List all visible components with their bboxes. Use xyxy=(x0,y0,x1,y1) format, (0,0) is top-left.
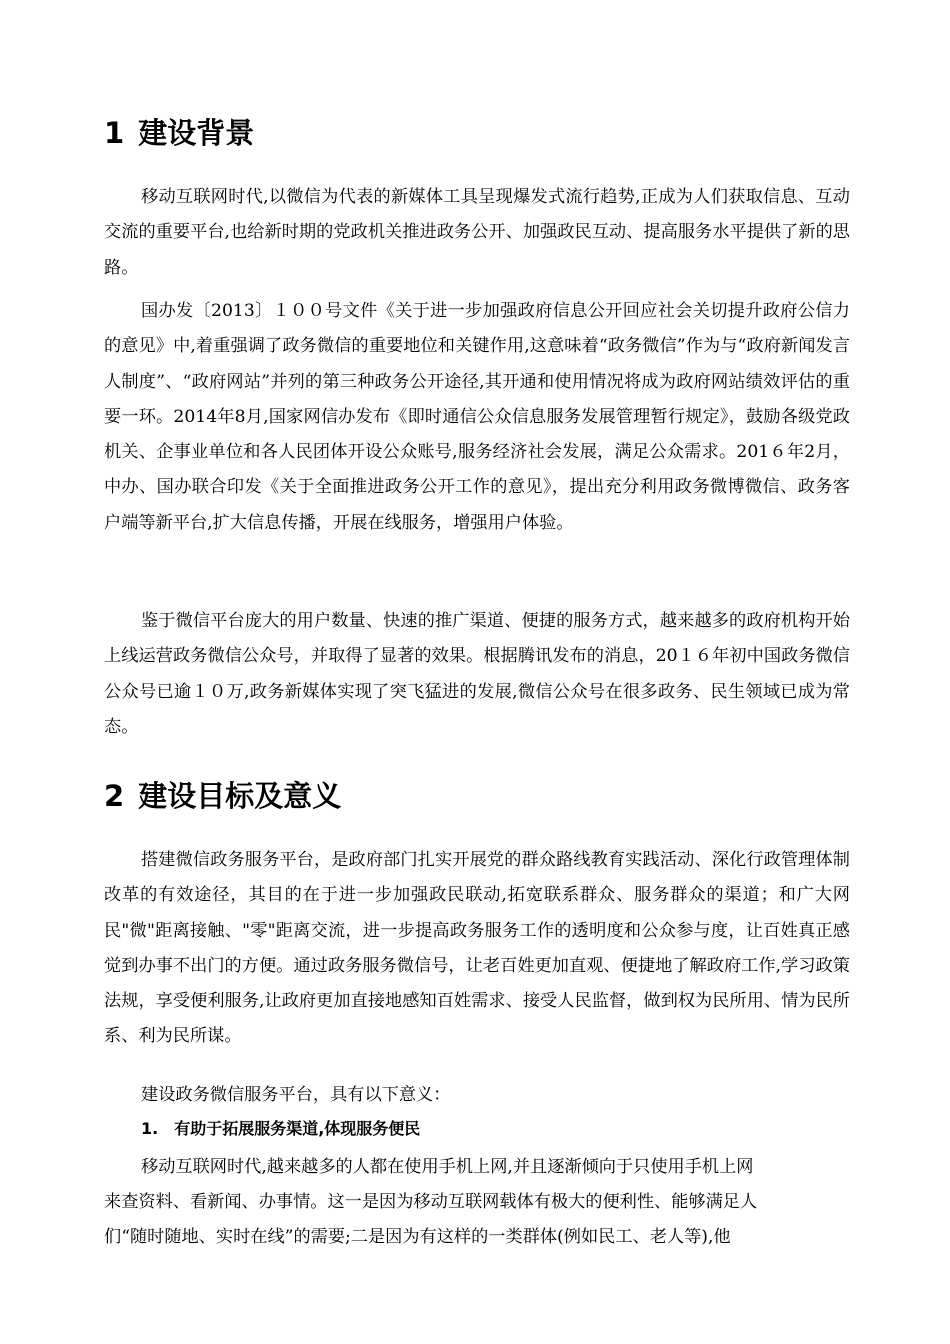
section-2-paragraph-2: 建设政务微信服务平台，具有以下意义： xyxy=(141,1085,451,1105)
section-2-heading xyxy=(104,778,341,814)
section-1-paragraph-2: 国办发〔2013〕１００号文件《关于进一步加强政府信息公开回应社会关切提升政府公信力的意见》中,着重强调了政务微信的重要地位和关键作用,这意味着“政务微信”作为与“政府新闻发言人制度”、“政府网站”并列的第三种政务公开途径,其开通和使用情况将成为政府网站绩效评估的重要一环。2014年8月,国家网信办发布《即时通信公众信息服务发展管理暂行规定》，鼓励各级党政机关、企事业单位和各人民团体开设公众账号,服务经济社会发展，满足公众需求。201６年2月，中办、国办联合印发《关于全面推进政务公开工作的意见》，提出充分利用政务微博微信、政务客户端等新平台,扩大信息传播，开展在线服务，增强用户体验。 xyxy=(104,301,850,533)
list-item-1-heading xyxy=(141,1114,420,1144)
item-1-text-line-2: 来查资料、看新闻、办事情。这一是因为移动互联网载体有极大的便利性、能够满足人 xyxy=(104,1192,758,1212)
section-2-paragraph-1: 搭建微信政务服务平台，是政府部门扎实开展党的群众路线教育实践活动、深化行政管理体制改革的有效途径，其目的在于进一步加强政民联动,拓宽联系群众、服务群众的渠道；和广大网民"微"距离接触、"零"距离交流，进一步提高政务服务工作的透明度和公众参与度，让百姓真正感觉到办事不出门的方便。通过政务服务微信号，让老百姓更加直观、便捷地了解政府工作,学习政策法规，享受便利服务,让政府更加直接地感知百姓需求、接受人民监督，做到权为民所用、情为民所系、利为民所谋。 xyxy=(104,850,850,1047)
section-1-title: 建设背景 xyxy=(138,116,255,150)
item-1-text-line-3: 们“随时随地、实时在线”的需要;二是因为有这样的一类群体(例如民工、老人等),他 xyxy=(104,1227,731,1247)
list-item-1-number: 1. xyxy=(141,1119,159,1138)
section-2-title: 建设目标及意义 xyxy=(138,779,342,813)
section-1-paragraph-3: 鉴于微信平台庞大的用户数量、快速的推广渠道、便捷的服务方式，越来越多的政府机构开始上线运营政务微信公众号，并取得了显著的效果。根据腾讯发布的消息，20１６年初中国政务微信公众号已逾１０万,政务新媒体实现了突飞猛进的发展,微信公众号在很多政务、民生领域已成为常态。 xyxy=(104,611,850,737)
list-item-1-title: 有助于拓展服务渠道,体现服务便民 xyxy=(174,1119,421,1138)
section-1-paragraph-1: 移动互联网时代,以微信为代表的新媒体工具呈现爆发式流行趋势,正成为人们获取信息、互动交流的重要平台,也给新时期的党政机关推进政务公开、加强政民互动、提高服务水平提供了新的思路。 xyxy=(104,187,850,278)
item-1-text-line-1: 移动互联网时代,越来越多的人都在使用手机上网,并且逐渐倾向于只使用手机上网 xyxy=(141,1157,754,1177)
section-2-number: 2 xyxy=(104,779,125,813)
section-1-number: 1 xyxy=(104,116,125,150)
section-1-heading xyxy=(104,115,254,151)
